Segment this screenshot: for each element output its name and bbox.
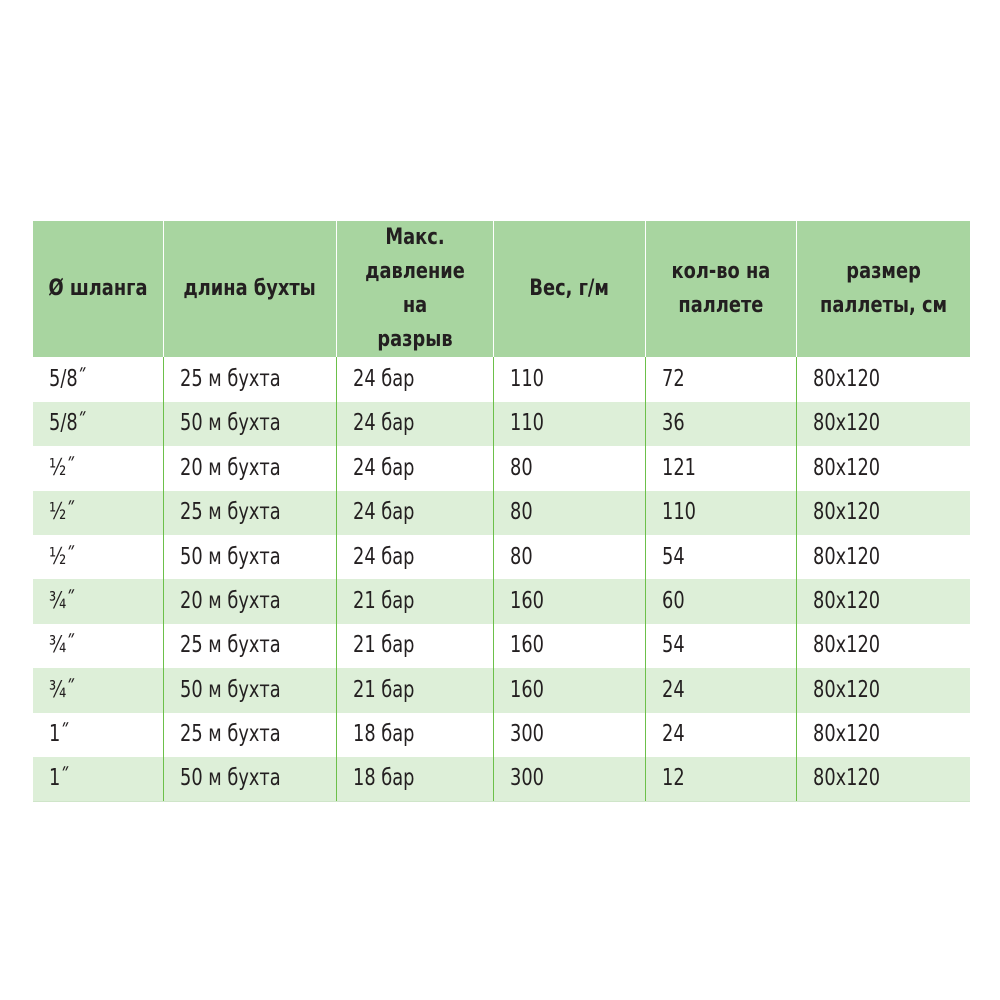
hose-spec-table bbox=[33, 221, 970, 802]
table-row bbox=[33, 402, 970, 446]
cell-weight bbox=[493, 668, 645, 712]
cell-burst-pressure bbox=[336, 446, 493, 490]
cell-value: 25 м бухта bbox=[179, 499, 281, 526]
cell-value: 300 bbox=[509, 721, 544, 748]
cell-pallet-size bbox=[796, 491, 970, 535]
cell-value: 5/8˝ bbox=[49, 366, 87, 393]
cell-value: 80x120 bbox=[812, 543, 880, 570]
table-body bbox=[33, 357, 970, 801]
cell-value: 24 bbox=[661, 721, 685, 748]
cell-burst-pressure bbox=[336, 357, 493, 401]
cell-value: 18 бар bbox=[352, 765, 414, 792]
header-weight: Вес, г/м bbox=[493, 221, 645, 357]
cell-value: 25 м бухта bbox=[179, 721, 281, 748]
table-row bbox=[33, 757, 970, 801]
cell-value: 24 бар bbox=[352, 410, 414, 437]
cell-value: 21 бар bbox=[352, 676, 414, 703]
cell-diameter bbox=[33, 491, 163, 535]
cell-burst-pressure bbox=[336, 579, 493, 623]
cell-diameter bbox=[33, 668, 163, 712]
cell-value: 121 bbox=[661, 454, 696, 481]
cell-pallet-size bbox=[796, 446, 970, 490]
cell-pallet-size bbox=[796, 357, 970, 401]
cell-value: 80 bbox=[509, 454, 533, 481]
table-row bbox=[33, 579, 970, 623]
header-qty-per-pallet: кол-во на паллете bbox=[645, 221, 796, 357]
table-row bbox=[33, 446, 970, 490]
cell-value: 18 бар bbox=[352, 721, 414, 748]
cell-value: 80x120 bbox=[812, 499, 880, 526]
header-pallet-size: размер паллеты, см bbox=[796, 221, 970, 357]
cell-value: 1˝ bbox=[49, 721, 70, 748]
cell-value: 160 bbox=[509, 588, 544, 615]
cell-weight bbox=[493, 624, 645, 668]
cell-coil-length bbox=[163, 446, 336, 490]
cell-burst-pressure bbox=[336, 668, 493, 712]
cell-coil-length bbox=[163, 579, 336, 623]
table-header bbox=[33, 221, 970, 357]
cell-value: 1˝ bbox=[49, 765, 70, 792]
cell-burst-pressure bbox=[336, 402, 493, 446]
cell-coil-length bbox=[163, 668, 336, 712]
table-row bbox=[33, 713, 970, 757]
table-row bbox=[33, 357, 970, 401]
cell-weight bbox=[493, 491, 645, 535]
cell-pallet-size bbox=[796, 624, 970, 668]
cell-weight bbox=[493, 579, 645, 623]
cell-value: 72 bbox=[661, 366, 685, 393]
cell-qty-per-pallet bbox=[645, 713, 796, 757]
cell-burst-pressure bbox=[336, 713, 493, 757]
cell-value: 80 bbox=[509, 543, 533, 570]
cell-value: 24 бар bbox=[352, 454, 414, 481]
cell-qty-per-pallet bbox=[645, 757, 796, 801]
cell-value: 80x120 bbox=[812, 765, 880, 792]
cell-qty-per-pallet bbox=[645, 491, 796, 535]
cell-weight bbox=[493, 446, 645, 490]
cell-value: 50 м бухта bbox=[179, 676, 281, 703]
cell-value: 50 м бухта bbox=[179, 765, 281, 792]
cell-burst-pressure bbox=[336, 491, 493, 535]
cell-burst-pressure bbox=[336, 535, 493, 579]
cell-diameter bbox=[33, 357, 163, 401]
cell-value: 60 bbox=[661, 588, 685, 615]
cell-coil-length bbox=[163, 757, 336, 801]
cell-value: 54 bbox=[661, 632, 685, 659]
cell-value: 110 bbox=[509, 410, 544, 437]
cell-value: 80x120 bbox=[812, 366, 880, 393]
cell-qty-per-pallet bbox=[645, 624, 796, 668]
cell-value: 25 м бухта bbox=[179, 632, 281, 659]
cell-pallet-size bbox=[796, 579, 970, 623]
cell-value: 110 bbox=[509, 366, 544, 393]
cell-value: 21 бар bbox=[352, 588, 414, 615]
cell-value: 80x120 bbox=[812, 410, 880, 437]
cell-value: ½˝ bbox=[49, 543, 76, 570]
cell-coil-length bbox=[163, 535, 336, 579]
cell-value: 20 м бухта bbox=[179, 588, 281, 615]
table-row bbox=[33, 668, 970, 712]
cell-value: 50 м бухта bbox=[179, 410, 281, 437]
cell-weight bbox=[493, 402, 645, 446]
cell-diameter bbox=[33, 579, 163, 623]
cell-diameter bbox=[33, 713, 163, 757]
cell-value: 160 bbox=[509, 676, 544, 703]
cell-value: 80x120 bbox=[812, 721, 880, 748]
cell-coil-length bbox=[163, 713, 336, 757]
cell-coil-length bbox=[163, 357, 336, 401]
cell-value: 80 bbox=[509, 499, 533, 526]
cell-value: ¾˝ bbox=[49, 676, 76, 703]
cell-pallet-size bbox=[796, 402, 970, 446]
cell-coil-length bbox=[163, 402, 336, 446]
cell-value: 36 bbox=[661, 410, 685, 437]
table-row bbox=[33, 491, 970, 535]
header-diameter: Ø шланга bbox=[33, 221, 163, 357]
cell-diameter bbox=[33, 402, 163, 446]
cell-diameter bbox=[33, 535, 163, 579]
cell-weight bbox=[493, 535, 645, 579]
cell-qty-per-pallet bbox=[645, 402, 796, 446]
cell-value: ¾˝ bbox=[49, 588, 76, 615]
cell-coil-length bbox=[163, 624, 336, 668]
cell-value: ½˝ bbox=[49, 499, 76, 526]
cell-value: 5/8˝ bbox=[49, 410, 87, 437]
cell-diameter bbox=[33, 757, 163, 801]
cell-diameter bbox=[33, 624, 163, 668]
cell-value: 54 bbox=[661, 543, 685, 570]
header-coil-length: длина бухты bbox=[163, 221, 336, 357]
cell-weight bbox=[493, 713, 645, 757]
cell-burst-pressure bbox=[336, 757, 493, 801]
table-row bbox=[33, 624, 970, 668]
cell-value: 24 бар bbox=[352, 366, 414, 393]
cell-value: 25 м бухта bbox=[179, 366, 281, 393]
cell-value: 12 bbox=[661, 765, 685, 792]
cell-value: 24 бар bbox=[352, 499, 414, 526]
table-row bbox=[33, 535, 970, 579]
cell-weight bbox=[493, 357, 645, 401]
header-max-burst-pressure: Макс. давление на разрыв bbox=[336, 221, 493, 357]
cell-value: 24 bbox=[661, 676, 685, 703]
cell-value: ¾˝ bbox=[49, 632, 76, 659]
cell-burst-pressure bbox=[336, 624, 493, 668]
cell-value: 80x120 bbox=[812, 454, 880, 481]
cell-weight bbox=[493, 757, 645, 801]
cell-value: 80x120 bbox=[812, 632, 880, 659]
cell-qty-per-pallet bbox=[645, 668, 796, 712]
cell-value: 160 bbox=[509, 632, 544, 659]
header-row bbox=[33, 221, 970, 357]
cell-qty-per-pallet bbox=[645, 579, 796, 623]
cell-value: 50 м бухта bbox=[179, 543, 281, 570]
cell-value: ½˝ bbox=[49, 454, 76, 481]
cell-diameter bbox=[33, 446, 163, 490]
cell-qty-per-pallet bbox=[645, 446, 796, 490]
cell-value: 24 бар bbox=[352, 543, 414, 570]
cell-qty-per-pallet bbox=[645, 357, 796, 401]
cell-value: 21 бар bbox=[352, 632, 414, 659]
cell-value: 80x120 bbox=[812, 588, 880, 615]
cell-pallet-size bbox=[796, 757, 970, 801]
cell-value: 110 bbox=[661, 499, 696, 526]
cell-qty-per-pallet bbox=[645, 535, 796, 579]
cell-coil-length bbox=[163, 491, 336, 535]
cell-value: 80x120 bbox=[812, 676, 880, 703]
cell-pallet-size bbox=[796, 713, 970, 757]
cell-pallet-size bbox=[796, 668, 970, 712]
cell-value: 20 м бухта bbox=[179, 454, 281, 481]
cell-pallet-size bbox=[796, 535, 970, 579]
cell-value: 300 bbox=[509, 765, 544, 792]
